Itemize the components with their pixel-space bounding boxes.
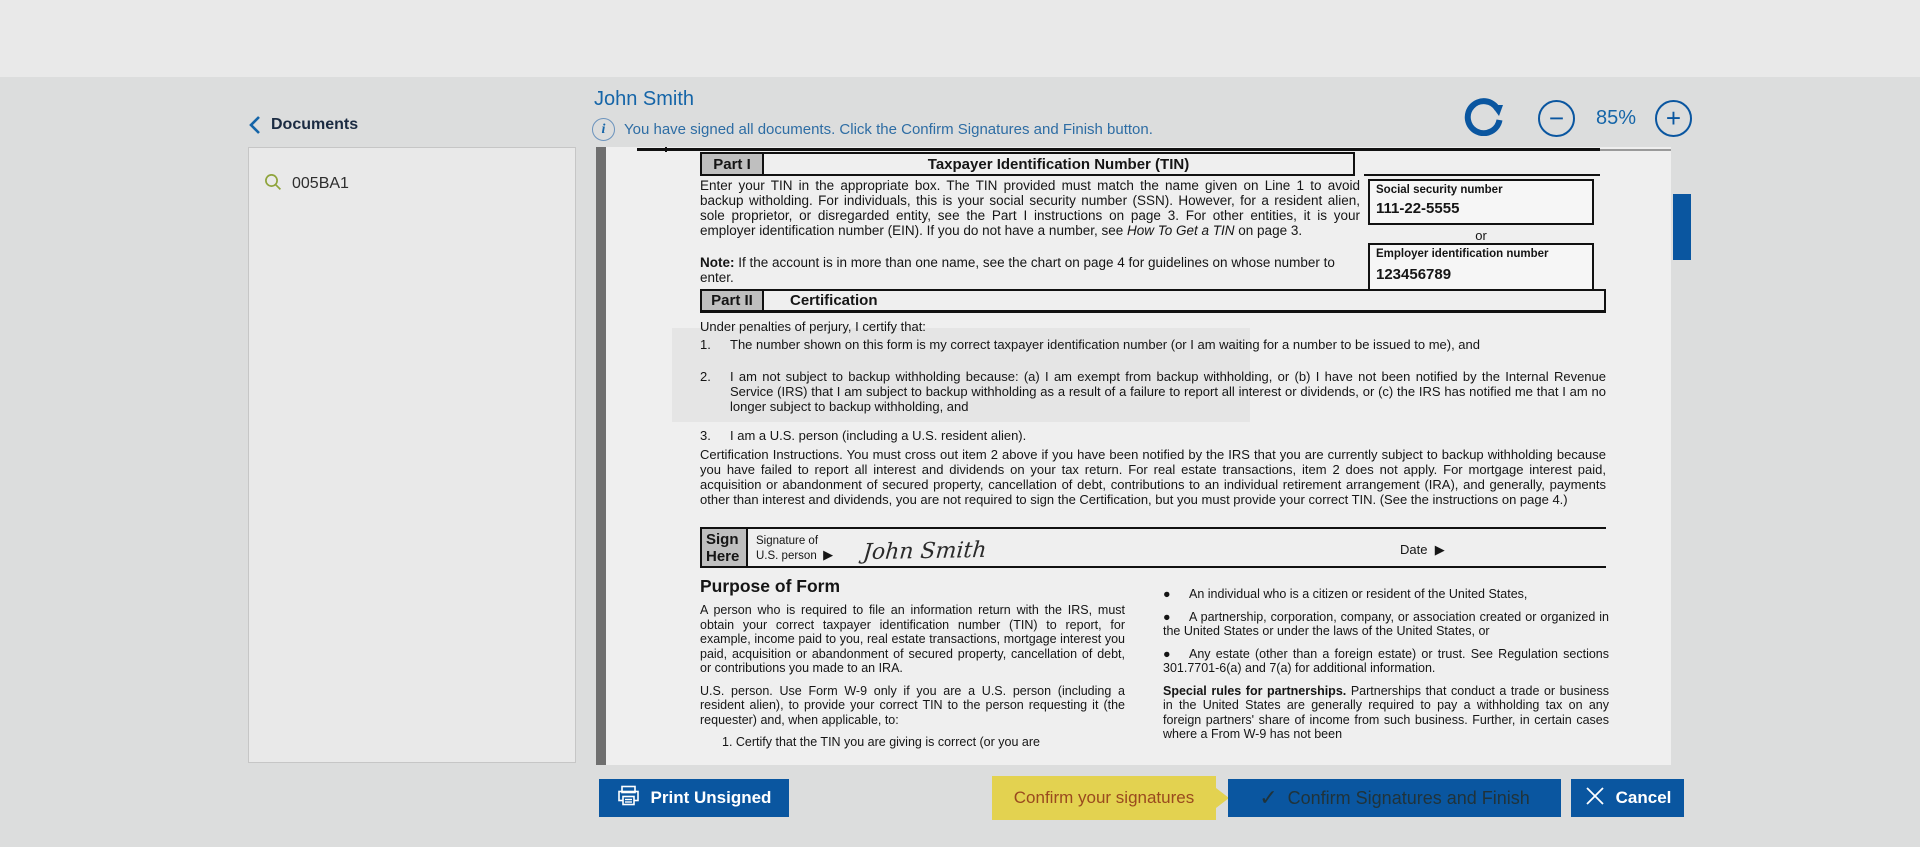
document-list-item[interactable]	[249, 166, 575, 202]
top-band	[0, 0, 1920, 77]
part1-body-text: Enter your TIN in the appropriate box. The TIN provided must match the name given on Line 1 to avoid backup witholding. For individuals, this is your social security number (SSN). However, for a resident alien, sole proprietor, or disregarded entity, see the Part I instructions on page 3. For other entities, it is your employer identification number (EIN). If you do not have a number, see	[700, 178, 1360, 238]
zoom-level: 85%	[1596, 107, 1637, 129]
part1-body-italic: How To Get a TIN	[1126, 223, 1235, 238]
certification-item-1	[700, 337, 1606, 352]
vertical-scrollbar[interactable]	[596, 147, 606, 765]
signature-of-label	[748, 529, 833, 566]
form-border-top-faint	[1600, 149, 1671, 151]
purpose-bullet2	[1163, 610, 1609, 639]
refresh-icon	[1464, 96, 1504, 136]
confirm-tooltip	[992, 776, 1216, 820]
sign-here-cell	[700, 529, 748, 566]
part1-label: Part I	[702, 154, 764, 174]
item2-number: 2.	[700, 369, 711, 384]
part1-note	[700, 255, 1360, 285]
cancel-label: Cancel	[1615, 788, 1672, 807]
certification-item-3	[700, 428, 1606, 443]
refresh-button[interactable]	[1464, 96, 1504, 141]
form-border-tick	[665, 147, 667, 152]
print-unsigned-label: Print Unsigned	[650, 788, 772, 807]
bullet-icon: ●	[1163, 609, 1171, 624]
part2-intro: Under penalties of perjury, I certify that:	[700, 319, 926, 334]
part1-body-end: on page 3.	[1234, 223, 1303, 238]
bullet1-text: An individual who is a citizen or resident of the United States,	[1189, 587, 1528, 601]
bullet3-text: Any estate (other than a foreign estate) or trust. See Regulation sections 301.7701-6(a) and 7(a) for additional information.	[1163, 646, 1609, 675]
us-person-label: U.S. person	[756, 550, 817, 562]
signature-of-line2	[756, 548, 833, 563]
page-marker-tab[interactable]	[1673, 194, 1691, 260]
info-message: You have signed all documents. Click the Confirm Signatures and Finish button.	[624, 121, 1153, 138]
purpose-title: Purpose of Form	[700, 576, 841, 596]
arrow-right-icon: ▶	[823, 547, 834, 562]
confirm-signatures-button[interactable]	[1228, 779, 1561, 817]
special-rules-lead: Special rules for partnerships.	[1163, 683, 1347, 698]
part1-header	[700, 152, 1355, 176]
item3-text: I am a U.S. person (including a U.S. resident alien).	[730, 428, 1027, 443]
part2-header	[700, 289, 1606, 313]
ein-value: 123456789	[1376, 266, 1452, 283]
chevron-left-icon	[248, 115, 261, 135]
part2-title: Certification	[790, 292, 878, 309]
bullet-icon: ●	[1163, 646, 1171, 661]
signer-name: John Smith	[594, 88, 695, 110]
ssn-box	[1368, 179, 1594, 225]
date-label	[1400, 542, 1445, 558]
search-icon	[264, 173, 282, 196]
back-link-label: Documents	[271, 116, 359, 133]
plus-icon: +	[1665, 102, 1682, 133]
ssn-value: 111-22-5555	[1376, 200, 1460, 217]
zoom-in-button[interactable]	[1655, 100, 1692, 137]
arrow-right-icon: ▶	[1434, 542, 1445, 557]
document-list-panel	[248, 147, 576, 763]
close-icon	[1584, 785, 1606, 812]
item3-number: 3.	[700, 428, 711, 443]
item1-text: The number shown on this form is my correct taxpayer identification number (or I am waiting for a number to be issued to me), and	[730, 337, 1481, 352]
back-to-documents-link[interactable]	[248, 115, 358, 135]
part1-note-text: If the account is in more than one name, see the chart on page 4 for guidelines on whose number to enter.	[700, 255, 1335, 285]
ein-box	[1368, 243, 1594, 291]
certification-instructions: Certification Instructions. You must cross out item 2 above if you have been notified by the IRS that you are currently subject to backup withholding because you have failed to report all interest and dividends on your tax return. For real estate transactions, item 2 does not apply. For mortgage interest paid, acquisition or abandonment of secured property, cancellation of debt, contributions to an individual retirement arrangement (IRA), and generally, payments other than interest and dividends, you are not required to sign the Certification, but you must provide your correct TIN. (See the instructions on page 4.)	[700, 447, 1606, 507]
print-unsigned-button[interactable]	[599, 779, 789, 817]
w9-form-page	[606, 147, 1671, 765]
check-icon: ✓	[1259, 785, 1278, 810]
confirm-signatures-label: Confirm Signatures and Finish	[1287, 787, 1530, 808]
document-id-label: 005BA1	[292, 175, 349, 192]
signature-of-line1: Signature of	[756, 535, 819, 547]
certification-item-2	[700, 369, 1606, 414]
tooltip-text: Confirm your signatures	[1013, 788, 1195, 807]
sign-here-row	[700, 527, 1606, 568]
part1-title: Taxpayer Identification Number (TIN)	[927, 155, 1190, 173]
printer-icon	[617, 785, 641, 812]
bullet-icon: ●	[1163, 587, 1171, 601]
date-text: Date	[1400, 542, 1428, 557]
info-banner	[592, 118, 1153, 141]
document-viewport	[596, 147, 1671, 765]
purpose-left-column	[700, 603, 1125, 758]
signature-value: John Smith	[862, 537, 988, 566]
special-rules-text: Partnerships that conduct a trade or business in the United States are generally required to pay a withholding tax on any foreign partners' share of income from such business. Further, in certain cases where a From W-9 has not been	[1163, 683, 1609, 741]
purpose-para2: U.S. person. Use Form W-9 only if you are a U.S. person (including a resident alien), to provide your correct TIN to the person requesting it (the requester) and, when applicable, to:	[700, 683, 1125, 727]
ein-label: Employer identification number	[1376, 248, 1549, 260]
purpose-bullet1	[1163, 587, 1609, 602]
tin-column-border	[1364, 174, 1600, 176]
cancel-button[interactable]	[1571, 779, 1684, 817]
part1-note-label: Note:	[700, 255, 735, 270]
info-icon: i	[592, 118, 615, 141]
sign-label-line2: Here	[706, 547, 740, 565]
purpose-right-column	[1163, 587, 1609, 750]
purpose-para1: A person who is required to file an information return with the IRS, must obtain your correct taxpayer identification number (TIN) to report, for example, income paid to you, real estate transactions, mortgage interest you paid, acquisition or abandonment of secured property, cancellation of debt, or contributions you made to an IRA.	[700, 603, 1125, 675]
sign-label-line1: Sign	[706, 530, 739, 548]
minus-icon: −	[1548, 102, 1565, 133]
item1-number: 1.	[700, 337, 711, 352]
ssn-label: Social security number	[1376, 184, 1503, 196]
or-label: or	[1475, 228, 1487, 243]
bullet2-text: A partnership, corporation, company, or association created or organized in the United States or under the laws of the United States, or	[1163, 609, 1609, 638]
part1-body	[700, 178, 1360, 238]
purpose-bullet3	[1163, 647, 1609, 676]
item2-text: I am not subject to backup withholding because: (a) I am exempt from backup withholding, or (b) I have not been notified by the Internal Revenue Service (IRS) that I am subject to backup withholding as a result of a failure to report all interest or dividends, or (c) the IRS has notified me that I am no longer subject to backup withholding, and	[730, 369, 1606, 414]
purpose-special-rules	[1163, 684, 1609, 742]
part2-label: Part II	[702, 291, 764, 310]
purpose-list-item1: 1. Certify that the TIN you are giving is correct (or you are	[722, 735, 1040, 749]
zoom-out-button[interactable]	[1538, 100, 1575, 137]
form-border-top	[637, 148, 1600, 151]
